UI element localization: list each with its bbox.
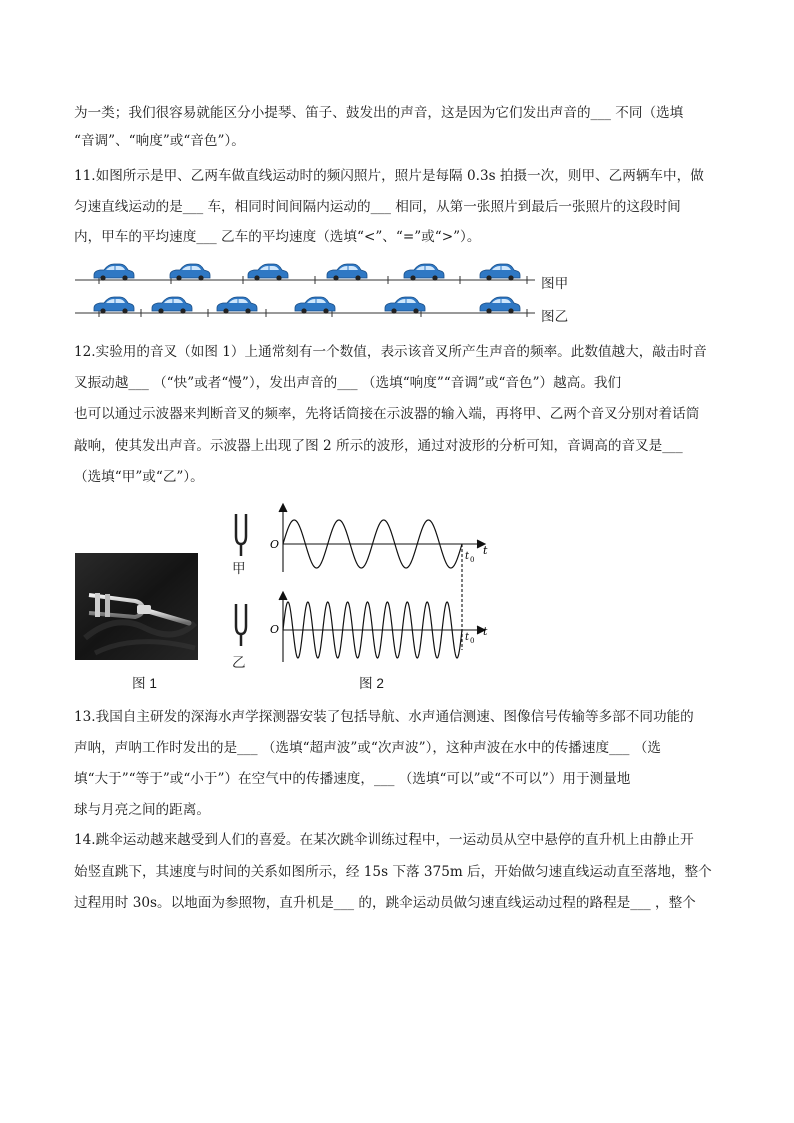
fork-label-yi: 乙 bbox=[232, 655, 246, 670]
car-yi-6 bbox=[480, 297, 520, 314]
car-yi-1 bbox=[94, 297, 134, 314]
car-jia-4 bbox=[327, 264, 367, 281]
car-yi-2 bbox=[152, 297, 192, 314]
t0-label-jia: t bbox=[465, 551, 470, 562]
car-yi-4 bbox=[295, 297, 335, 314]
q12-line-1: 12.实验用的音叉（如图 1）上通常刻有一个数值，表示该音叉所产生声音的频率。此数值越大，敲击时音 bbox=[74, 344, 707, 360]
origin-label-yi: O bbox=[270, 623, 280, 636]
fig-1-caption: 图 1 bbox=[132, 676, 157, 691]
q10-line-1: 为一类；我们很容易就能区分小提琴、笛子、鼓发出的声音，这是因为它们发出声音的___ 不同（选填 bbox=[74, 105, 684, 121]
waveform-figure bbox=[228, 500, 498, 670]
q13-line-2: 声呐，声呐工作时发出的是___ （选填“超声波”或“次声波”），这种声波在水中的传播速度___ （选 bbox=[74, 740, 661, 756]
q13-line-4: 球与月亮之间的距离。 bbox=[74, 802, 210, 818]
car-jia-5 bbox=[404, 264, 444, 281]
t0-sub-yi: 0 bbox=[470, 637, 475, 645]
q12-line-2: 叉振动越___ （“快”或者“慢”），发出声音的___ （选填“响度”“音调”或“音色”）越高。我们 bbox=[74, 375, 622, 391]
q11-line-2: 匀速直线运动的是___ 车，相同时间间隔内运动的___ 相同，从第一张照片到最后一张照片的这段时间 bbox=[74, 199, 681, 215]
origin-label-jia: O bbox=[270, 538, 280, 551]
car-yi-3 bbox=[217, 297, 257, 314]
q14-line-2: 始竖直跳下，其速度与时间的关系如图所示，经 15s 下落 375m 后，开始做匀速直线运动直至落地，整个 bbox=[74, 864, 712, 880]
q11-line-3: 内，甲车的平均速度___ 乙车的平均速度（选填“<”、“=”或“>”）。 bbox=[74, 229, 481, 245]
fork-icon-yi bbox=[236, 604, 246, 646]
car-jia-2 bbox=[170, 264, 210, 281]
car-jia-3 bbox=[248, 264, 288, 281]
car-jia-6 bbox=[480, 264, 520, 281]
q12-line-3: 也可以通过示波器来判断音叉的频率，先将话筒接在示波器的输入端，再将甲、乙两个音叉分别对着话筒 bbox=[74, 406, 700, 422]
q11-line-1: 11.如图所示是甲、乙两车做直线运动时的频闪照片，照片是每隔 0.3s 拍摄一次，则甲、乙两辆车中，做 bbox=[74, 168, 704, 184]
car-yi-5 bbox=[385, 297, 425, 314]
fork-icon-jia bbox=[236, 514, 246, 556]
t0-sub-jia: 0 bbox=[470, 556, 475, 564]
car-jia-1 bbox=[94, 264, 134, 281]
tuning-fork-photo bbox=[75, 553, 198, 660]
q10-line-2: “音调”、“响度”或“音色”）。 bbox=[74, 133, 245, 149]
t-axis-label-jia: t bbox=[483, 544, 488, 557]
q14-line-3: 过程用时 30s。以地面为参照物，直升机是___ 的，跳伞运动员做匀速直线运动过程的路程是___ ，整个 bbox=[74, 895, 696, 911]
q12-line-5: （选填“甲”或“乙”）。 bbox=[74, 469, 204, 485]
fig-2-caption: 图 2 bbox=[359, 676, 384, 691]
q12-line-4: 敲响，使其发出声音。示波器上出现了图 2 所示的波形，通过对波形的分析可知，音调高的音叉是___ bbox=[74, 438, 683, 454]
t-axis-label-yi: t bbox=[483, 625, 488, 638]
t0-label-yi: t bbox=[465, 632, 470, 643]
q14-line-1: 14.跳伞运动越来越受到人们的喜爱。在某次跳伞训练过程中，一运动员从空中悬停的直升机上由静止开 bbox=[74, 832, 694, 848]
label-yi: 图乙 bbox=[541, 309, 569, 324]
car-strobe-figure bbox=[70, 260, 540, 322]
q13-line-3: 填“大于”“等于”或“小于”）在空气中的传播速度，___ （选填“可以”或“不可以”）用于测量地 bbox=[74, 771, 631, 787]
label-jia: 图甲 bbox=[541, 276, 569, 291]
q13-line-1: 13.我国自主研发的深海水声学探测器安装了包括导航、水声通信测速、图像信号传输等多部不同功能的 bbox=[74, 709, 694, 725]
fork-label-jia: 甲 bbox=[232, 561, 246, 576]
